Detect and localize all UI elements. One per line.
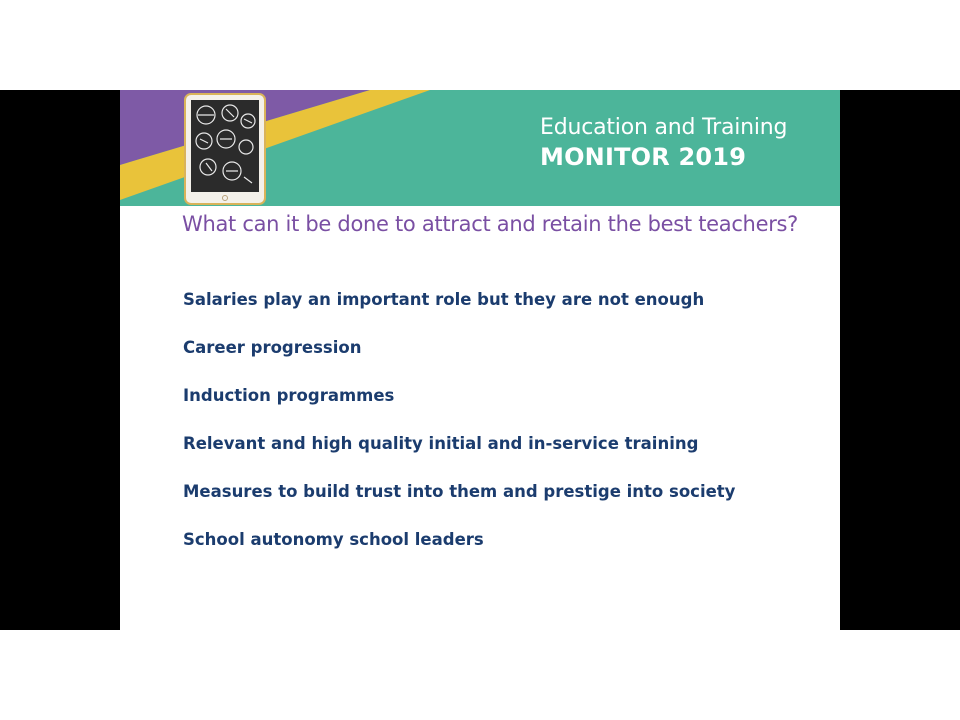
list-item: Salaries play an important role but they are not enough (183, 290, 705, 309)
list-item: School autonomy school leaders (183, 530, 484, 549)
list-item: Career progression (183, 338, 362, 357)
banner-title-line1: Education and Training (540, 115, 788, 140)
slide-banner (120, 90, 840, 206)
slide-question: What can it be done to attract and retain the best teachers? (182, 212, 799, 236)
presentation-viewer (0, 90, 960, 630)
banner-title (540, 114, 787, 172)
list-item: Measures to build trust into them and prestige into society (183, 482, 736, 501)
banner-title-line2: MONITOR 2019 (540, 143, 747, 171)
bullet-list (183, 288, 735, 576)
list-item: Induction programmes (183, 386, 395, 405)
list-item: Relevant and high quality initial and in-service training (183, 434, 699, 453)
tablet-icon (184, 93, 266, 205)
slide (120, 90, 840, 630)
